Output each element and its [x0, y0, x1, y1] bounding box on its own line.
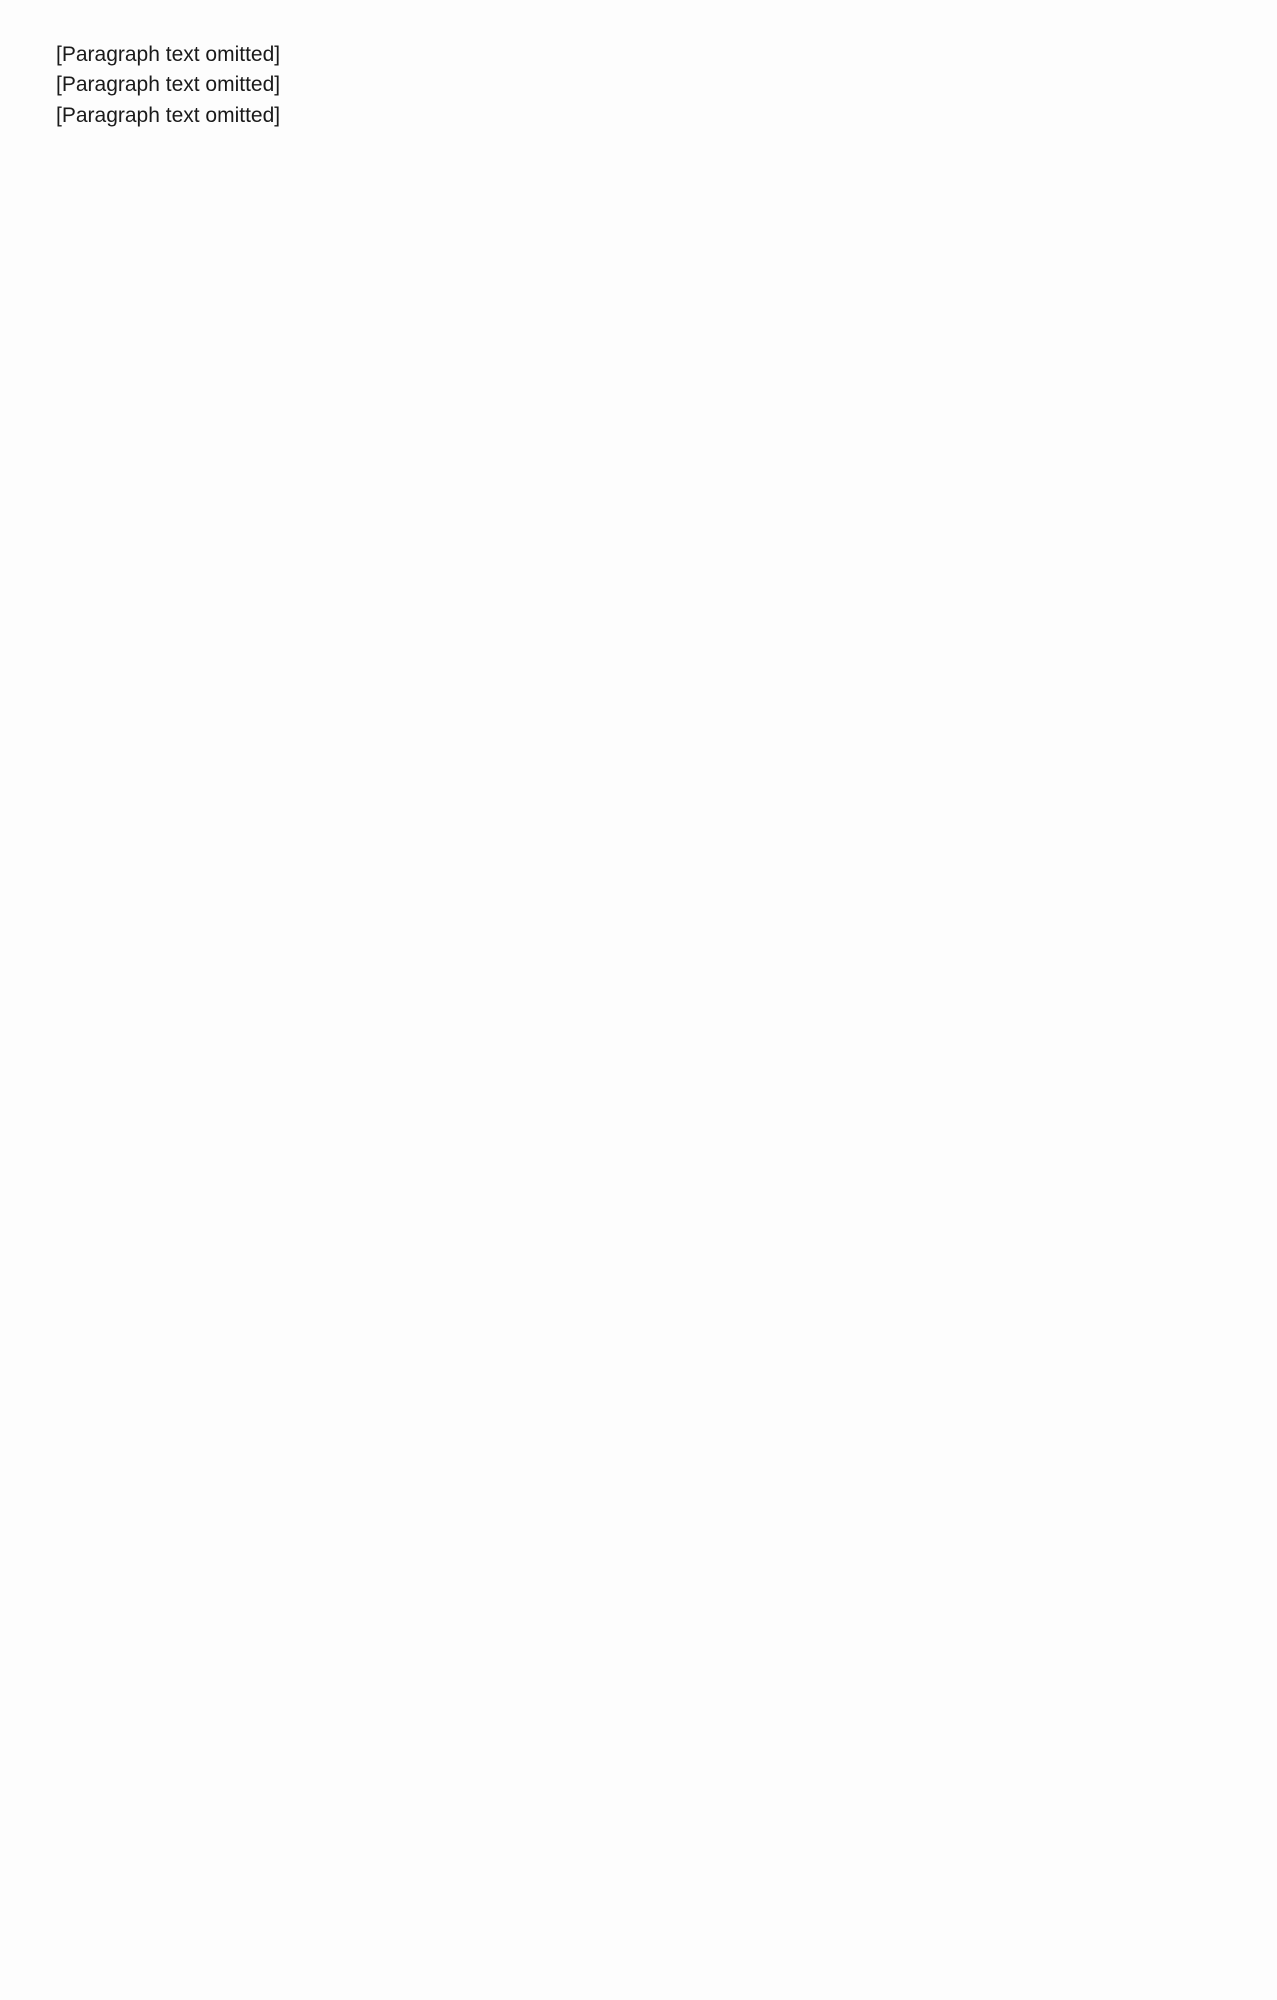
- paragraph: [Paragraph text omitted]: [56, 73, 281, 97]
- paragraph: [Paragraph text omitted]: [56, 103, 281, 127]
- paragraph: [Paragraph text omitted]: [56, 43, 281, 66]
